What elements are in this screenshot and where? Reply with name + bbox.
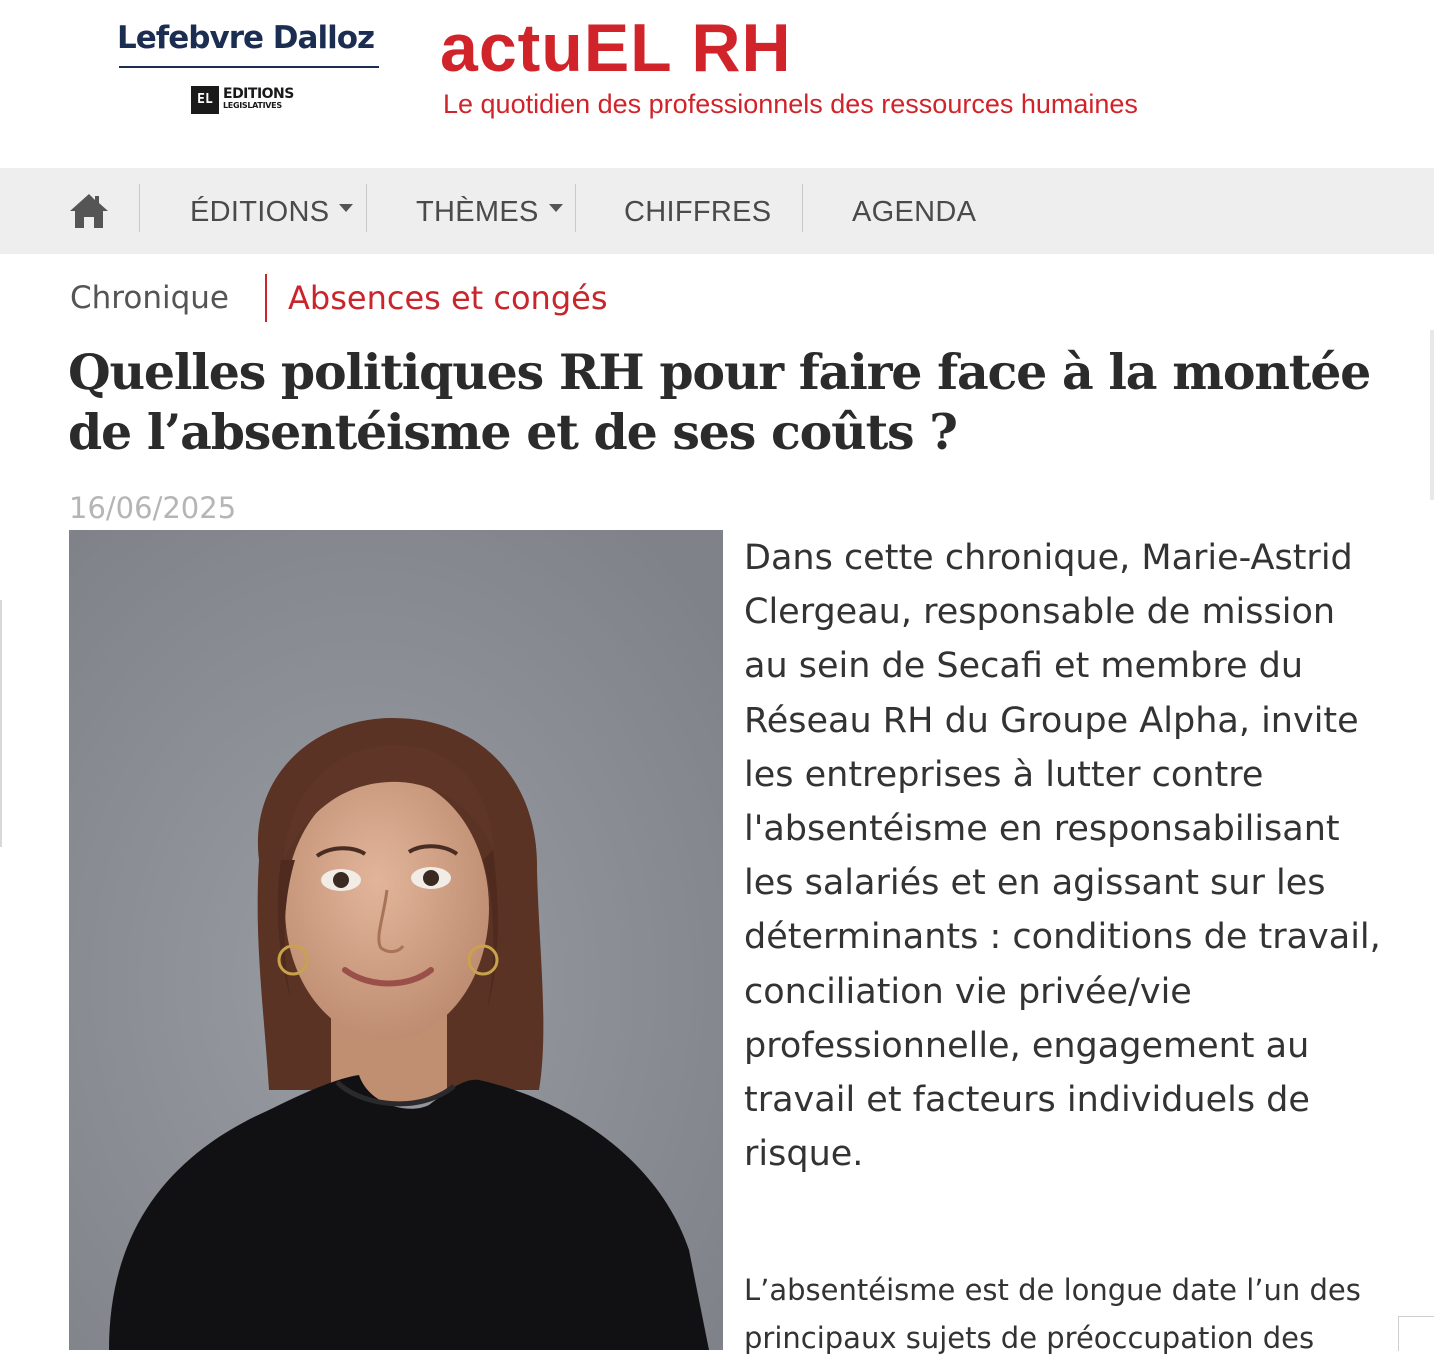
el-logo-line2: LEGISLATIVES xyxy=(223,101,282,110)
breadcrumb-divider xyxy=(265,274,267,322)
site-header xyxy=(0,0,1434,168)
nav-separator xyxy=(139,184,140,232)
scrollbar-track[interactable] xyxy=(1430,330,1434,500)
nav-separator xyxy=(802,184,803,232)
el-logo-line1: EDITIONS xyxy=(223,86,294,102)
nav-home-button[interactable] xyxy=(68,192,110,230)
nav-separator xyxy=(575,184,576,232)
publisher-logo-text: Lefebvre Dalloz xyxy=(117,20,375,56)
nav-separator xyxy=(366,184,367,232)
left-edge-divider xyxy=(0,600,2,847)
chevron-down-icon[interactable] xyxy=(339,204,353,212)
article-lead: Dans cette chronique, Marie-Astrid Clergeau, responsable de mission au sein de Secafi et membre du Réseau RH du Groupe Alpha, invite les entreprises à lutter contre l'absentéisme en responsabilisant les salariés et en agissant sur les déterminants : conditions de travail, conciliation vie privée/vie professionnelle, engagement au travail et facteurs individuels de risque. xyxy=(744,538,1381,1175)
publisher-logo[interactable] xyxy=(117,18,379,110)
article-category[interactable]: Chronique xyxy=(70,280,229,316)
editions-legislatives-logo xyxy=(191,86,294,114)
site-tagline: Le quotidien des professionnels des ressources humaines xyxy=(443,89,1138,119)
chevron-down-icon[interactable] xyxy=(549,204,563,212)
nav-item-themes[interactable]: THÈMES xyxy=(416,196,539,228)
main-navigation xyxy=(0,168,1434,254)
home-icon xyxy=(68,192,110,230)
article-theme-link[interactable]: Absences et congés xyxy=(288,279,608,317)
nav-item-chiffres[interactable]: CHIFFRES xyxy=(624,196,772,228)
author-portrait-illustration xyxy=(69,530,723,1350)
article-title: Quelles politiques RH pour faire face à la montée de l’absentéisme et de ses coûts ? xyxy=(68,343,1371,461)
article-body-paragraph: L’absentéisme est de longue date l’un des principaux sujets de préoccupation des xyxy=(744,1273,1361,1355)
article-date: 16/06/2025 xyxy=(69,491,237,525)
site-brand-title[interactable]: actuEL RH xyxy=(440,10,792,86)
floating-widget[interactable] xyxy=(1398,1316,1434,1351)
nav-item-editions[interactable]: ÉDITIONS xyxy=(190,196,330,228)
nav-item-agenda[interactable]: AGENDA xyxy=(852,196,977,228)
publisher-logo-rule xyxy=(119,66,379,68)
author-photo xyxy=(69,530,723,1350)
el-logo-mark: EL xyxy=(191,86,219,114)
